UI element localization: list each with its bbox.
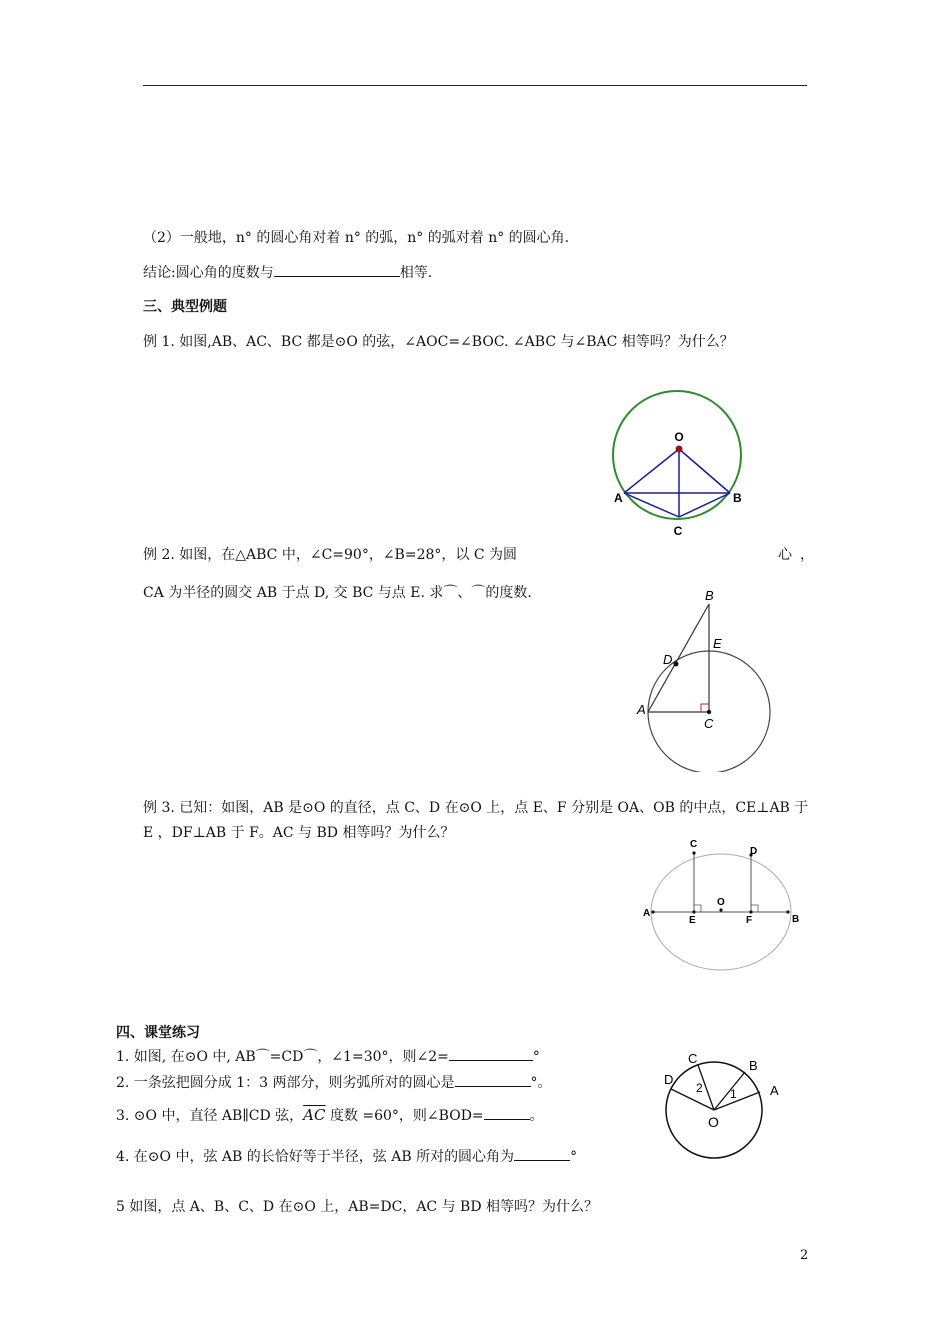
ex1-circle xyxy=(613,391,741,519)
ex3-point-A xyxy=(651,910,654,913)
practice-label-O: O xyxy=(708,1114,719,1130)
ex2-point-C xyxy=(707,710,711,714)
ex3-point-C xyxy=(692,851,695,854)
paragraph-general-statement: （2）一般地，n° 的圆心角对着 n° 的弧，n° 的弧对着 n° 的圆心角. xyxy=(143,230,570,246)
header-rule xyxy=(143,85,807,86)
exercise-3-blank[interactable] xyxy=(484,1105,530,1120)
ex3-point-O xyxy=(719,908,722,911)
ex2-point-D xyxy=(674,662,679,667)
conclusion-suffix: 相等. xyxy=(399,265,433,281)
ex3-label-E: E xyxy=(689,915,696,926)
section-4-heading: 四、课堂练习 xyxy=(116,1025,200,1041)
ex2-label-B: B xyxy=(705,588,714,603)
exercise-3-arc: $\overline{AC}$ xyxy=(303,1106,326,1124)
ex2-segment-AB xyxy=(648,604,709,712)
exercise-1-text: 1. 如图, 在⊙O 中, AB⌒=CD⌒，∠1=30°，则∠2= xyxy=(116,1049,449,1065)
example-1-figure xyxy=(608,385,753,540)
ex3-label-F: F xyxy=(746,915,753,926)
exercise-4-unit: ° xyxy=(570,1149,578,1165)
ex3-label-O: O xyxy=(717,897,725,908)
ex1-segment-OB xyxy=(679,449,730,493)
ex3-label-A: A xyxy=(643,908,651,919)
ex2-label-C: C xyxy=(704,716,714,731)
practice-figure xyxy=(660,1048,790,1173)
section-3-heading: 三、典型例题 xyxy=(143,299,227,315)
exercise-1-unit: ° xyxy=(532,1049,540,1065)
ex3-point-E xyxy=(692,910,695,913)
conclusion-blank[interactable] xyxy=(274,262,400,277)
exercise-2-text: 2. 一条弦把圆分成 1：3 两部分，则劣弧所对的圆心是 xyxy=(116,1075,455,1091)
exercise-1-blank[interactable] xyxy=(449,1046,533,1061)
page-number: 2 xyxy=(800,1248,809,1263)
example-3-line-2: E ，DF⊥AB 于 F。AC 与 BD 相等吗？为什么？ xyxy=(143,825,455,841)
ex1-label-O: O xyxy=(674,430,684,444)
ex2-label-D: D xyxy=(663,652,673,667)
exercise-3-mid: 度数 =60°，则∠BOD= xyxy=(329,1108,484,1124)
exercise-4-blank[interactable] xyxy=(514,1146,570,1161)
exercise-2 xyxy=(116,1072,552,1092)
practice-angle-1: 1 xyxy=(730,1087,737,1101)
example-2-figure xyxy=(630,582,780,772)
ex1-segment-OA xyxy=(624,449,679,493)
example-1-text: 例 1. 如图,AB、AC、BC 都是⊙O 的弦，∠AOC=∠BOC. ∠ABC 与∠BAC 相等吗？为什么？ xyxy=(143,334,734,350)
example-3-figure xyxy=(640,835,810,975)
conclusion-prefix: 结论:圆心角的度数与 xyxy=(143,265,274,281)
ex1-label-B: B xyxy=(733,491,742,505)
example-2-line-1-end: 心， xyxy=(778,547,822,563)
ex2-label-A: A xyxy=(637,702,646,717)
practice-label-A: A xyxy=(770,1083,779,1098)
exercise-3 xyxy=(116,1105,544,1125)
exercise-3-suffix: 。 xyxy=(529,1108,544,1124)
exercise-3-prefix: 3. ⊙O 中，直径 AB∥CD 弦， xyxy=(116,1108,304,1124)
exercise-2-blank[interactable] xyxy=(455,1072,531,1087)
exercise-4 xyxy=(116,1146,577,1166)
ex3-point-B xyxy=(786,910,789,913)
example-2-line-1: 例 2. 如图，在△ABC 中，∠C=90°，∠B=28°，以 C 为圆 xyxy=(143,547,518,563)
ex3-point-F xyxy=(749,910,752,913)
ex3-label-C: C xyxy=(690,839,698,850)
ex2-label-E: E xyxy=(713,636,722,651)
example-3-line-1: 例 3. 已知：如图，AB 是⊙O 的直径，点 C、D 在⊙O 上，点 E、F 分别是 OA、OB 的中点，CE⊥AB 于 xyxy=(143,800,809,816)
ex1-center-point xyxy=(676,446,683,453)
ex3-label-B: B xyxy=(792,914,800,925)
ex1-label-A: A xyxy=(614,491,623,505)
ex1-label-C: C xyxy=(673,524,683,538)
conclusion-line xyxy=(143,262,432,282)
exercise-1 xyxy=(116,1046,540,1066)
example-2-line-2: CA 为半径的圆交 AB 于点 D, 交 BC 与点 E. 求⌒、⌒的度数. xyxy=(143,585,532,601)
exercise-5: 5 如图，点 A、B、C、D 在⊙O 上，AB=DC，AC 与 BD 相等吗？为什么？ xyxy=(116,1199,599,1215)
practice-angle-2: 2 xyxy=(696,1081,703,1095)
exercise-2-unit: °。 xyxy=(530,1075,552,1091)
practice-label-D: D xyxy=(664,1072,674,1087)
practice-label-C: C xyxy=(688,1051,698,1066)
ex3-label-D: D xyxy=(750,846,758,857)
exercise-4-text: 4. 在⊙O 中，弦 AB 的长恰好等于半径，弦 AB 所对的圆心角为 xyxy=(116,1149,515,1165)
practice-label-B: B xyxy=(749,1058,758,1073)
